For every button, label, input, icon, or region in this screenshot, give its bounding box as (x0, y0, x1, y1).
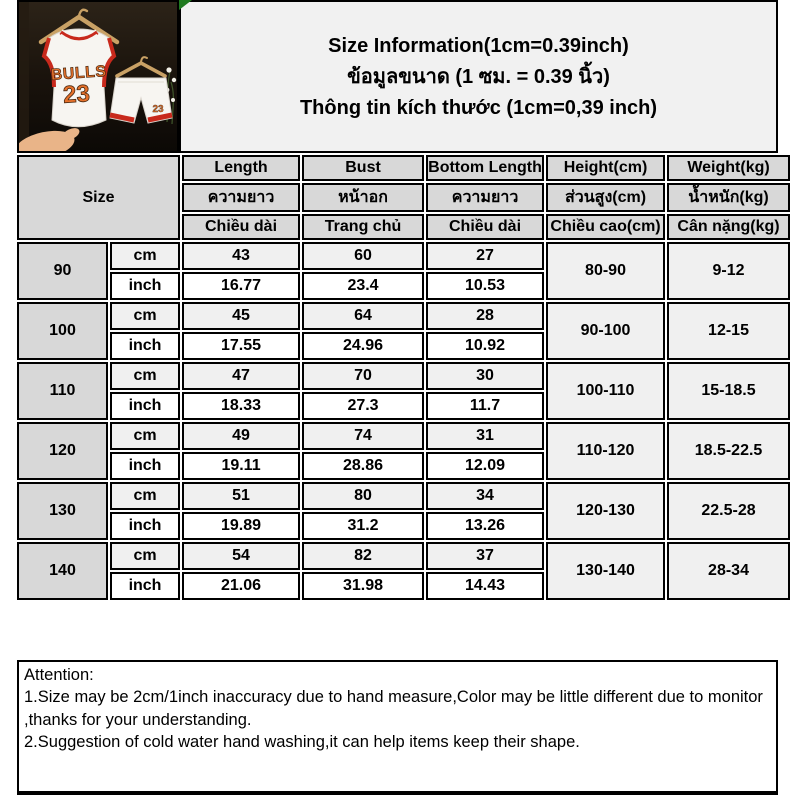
unit-cell: inch (110, 392, 180, 420)
unit-cell: cm (110, 362, 180, 390)
unit-cell: cm (110, 482, 180, 510)
weight-cell: 9-12 (667, 242, 790, 300)
row-130-cm (17, 482, 790, 510)
unit-cell: cm (110, 242, 180, 270)
value-cell: 45 (182, 302, 300, 330)
title-thai: ข้อมูลขนาด (1 ซม. = 0.39 นิ้ว) (347, 65, 610, 88)
value-cell: 28 (426, 302, 544, 330)
unit-cell: inch (110, 452, 180, 480)
title-vietnamese: Thông tin kích thước (1cm=0,39 inch) (299, 96, 658, 119)
header-length-en: Length (182, 155, 300, 181)
row-110-cm (17, 362, 790, 390)
attention-box (17, 660, 778, 795)
header-height-en: Height(cm) (546, 155, 665, 181)
value-cell: 19.89 (182, 512, 300, 540)
size-table (15, 153, 792, 602)
shorts-number-text: 23 (152, 104, 164, 115)
header-bottom-length-th: ความยาว (426, 183, 544, 212)
header-bust-en: Bust (302, 155, 424, 181)
value-cell: 49 (182, 422, 300, 450)
row-120-cm (17, 422, 790, 450)
title-english: Size Information(1cm=0.39inch) (328, 34, 629, 57)
value-cell: 18.33 (182, 392, 300, 420)
row-90-cm (17, 242, 790, 270)
value-cell: 37 (426, 542, 544, 570)
size-cell: 100 (17, 302, 108, 360)
height-cell: 80-90 (546, 242, 665, 300)
value-cell: 11.7 (426, 392, 544, 420)
value-cell: 34 (426, 482, 544, 510)
value-cell: 64 (302, 302, 424, 330)
header-weight-vi: Cân nặng(kg) (667, 214, 790, 240)
jersey-number-text: 23 (62, 80, 91, 109)
value-cell: 12.09 (426, 452, 544, 480)
unit-cell: cm (110, 422, 180, 450)
height-cell: 100-110 (546, 362, 665, 420)
size-cell: 90 (17, 242, 108, 300)
weight-cell: 22.5-28 (667, 482, 790, 540)
value-cell: 31.2 (302, 512, 424, 540)
value-cell: 10.92 (426, 332, 544, 360)
jersey-brand-text: BULLS (50, 63, 108, 84)
value-cell: 23.4 (302, 272, 424, 300)
value-cell: 24.96 (302, 332, 424, 360)
unit-cell: cm (110, 302, 180, 330)
size-cell: 120 (17, 422, 108, 480)
value-cell: 10.53 (426, 272, 544, 300)
value-cell: 16.77 (182, 272, 300, 300)
unit-cell: inch (110, 512, 180, 540)
attention-heading: Attention: (24, 666, 94, 684)
size-cell: 130 (17, 482, 108, 540)
value-cell: 19.11 (182, 452, 300, 480)
height-cell: 130-140 (546, 542, 665, 600)
value-cell: 31 (426, 422, 544, 450)
header-weight-th: น้ำหนัก(kg) (667, 183, 790, 212)
height-cell: 110-120 (546, 422, 665, 480)
value-cell: 70 (302, 362, 424, 390)
value-cell: 28.86 (302, 452, 424, 480)
value-cell: 21.06 (182, 572, 300, 600)
header-weight-en: Weight(kg) (667, 155, 790, 181)
header-bottom-length-vi: Chiều dài (426, 214, 544, 240)
value-cell: 54 (182, 542, 300, 570)
unit-cell: cm (110, 542, 180, 570)
weight-cell: 12-15 (667, 302, 790, 360)
value-cell: 31.98 (302, 572, 424, 600)
value-cell: 30 (426, 362, 544, 390)
value-cell: 47 (182, 362, 300, 390)
value-cell: 51 (182, 482, 300, 510)
header-bottom-length-en: Bottom Length (426, 155, 544, 181)
weight-cell: 18.5-22.5 (667, 422, 790, 480)
size-cell: 110 (17, 362, 108, 420)
header-bust-vi: Trang chủ (302, 214, 424, 240)
value-cell: 80 (302, 482, 424, 510)
value-cell: 13.26 (426, 512, 544, 540)
header-length-vi: Chiều dài (182, 214, 300, 240)
weight-cell: 28-34 (667, 542, 790, 600)
product-photo (17, 0, 179, 153)
header-height-vi: Chiều cao(cm) (546, 214, 665, 240)
value-cell: 60 (302, 242, 424, 270)
value-cell: 27 (426, 242, 544, 270)
size-cell: 140 (17, 542, 108, 600)
weight-cell: 15-18.5 (667, 362, 790, 420)
row-100-cm (17, 302, 790, 330)
header-length-th: ความยาว (182, 183, 300, 212)
height-cell: 90-100 (546, 302, 665, 360)
value-cell: 74 (302, 422, 424, 450)
height-cell: 120-130 (546, 482, 665, 540)
unit-cell: inch (110, 272, 180, 300)
attention-note-1a: 1.Size may be 2cm/1inch inaccuracy due to hand measure,Color may be little different due to monitor (24, 688, 763, 707)
value-cell: 17.55 (182, 332, 300, 360)
size-column-label: Size (17, 155, 180, 240)
value-cell: 82 (302, 542, 424, 570)
value-cell: 27.3 (302, 392, 424, 420)
jersey (44, 29, 114, 127)
title-box (179, 0, 778, 153)
row-140-cm (17, 542, 790, 570)
header-row-english (17, 155, 790, 181)
attention-note-1b: ,thanks for your understanding. (24, 710, 252, 729)
jersey-set-illustration (19, 2, 177, 151)
attention-note-2: 2.Suggestion of cold water hand washing,it can help items keep their shape. (24, 732, 580, 751)
value-cell: 14.43 (426, 572, 544, 600)
unit-cell: inch (110, 332, 180, 360)
header-bust-th: หน้าอก (302, 183, 424, 212)
unit-cell: inch (110, 572, 180, 600)
green-corner-marker (179, 0, 192, 10)
header-height-th: ส่วนสูง(cm) (546, 183, 665, 212)
value-cell: 43 (182, 242, 300, 270)
